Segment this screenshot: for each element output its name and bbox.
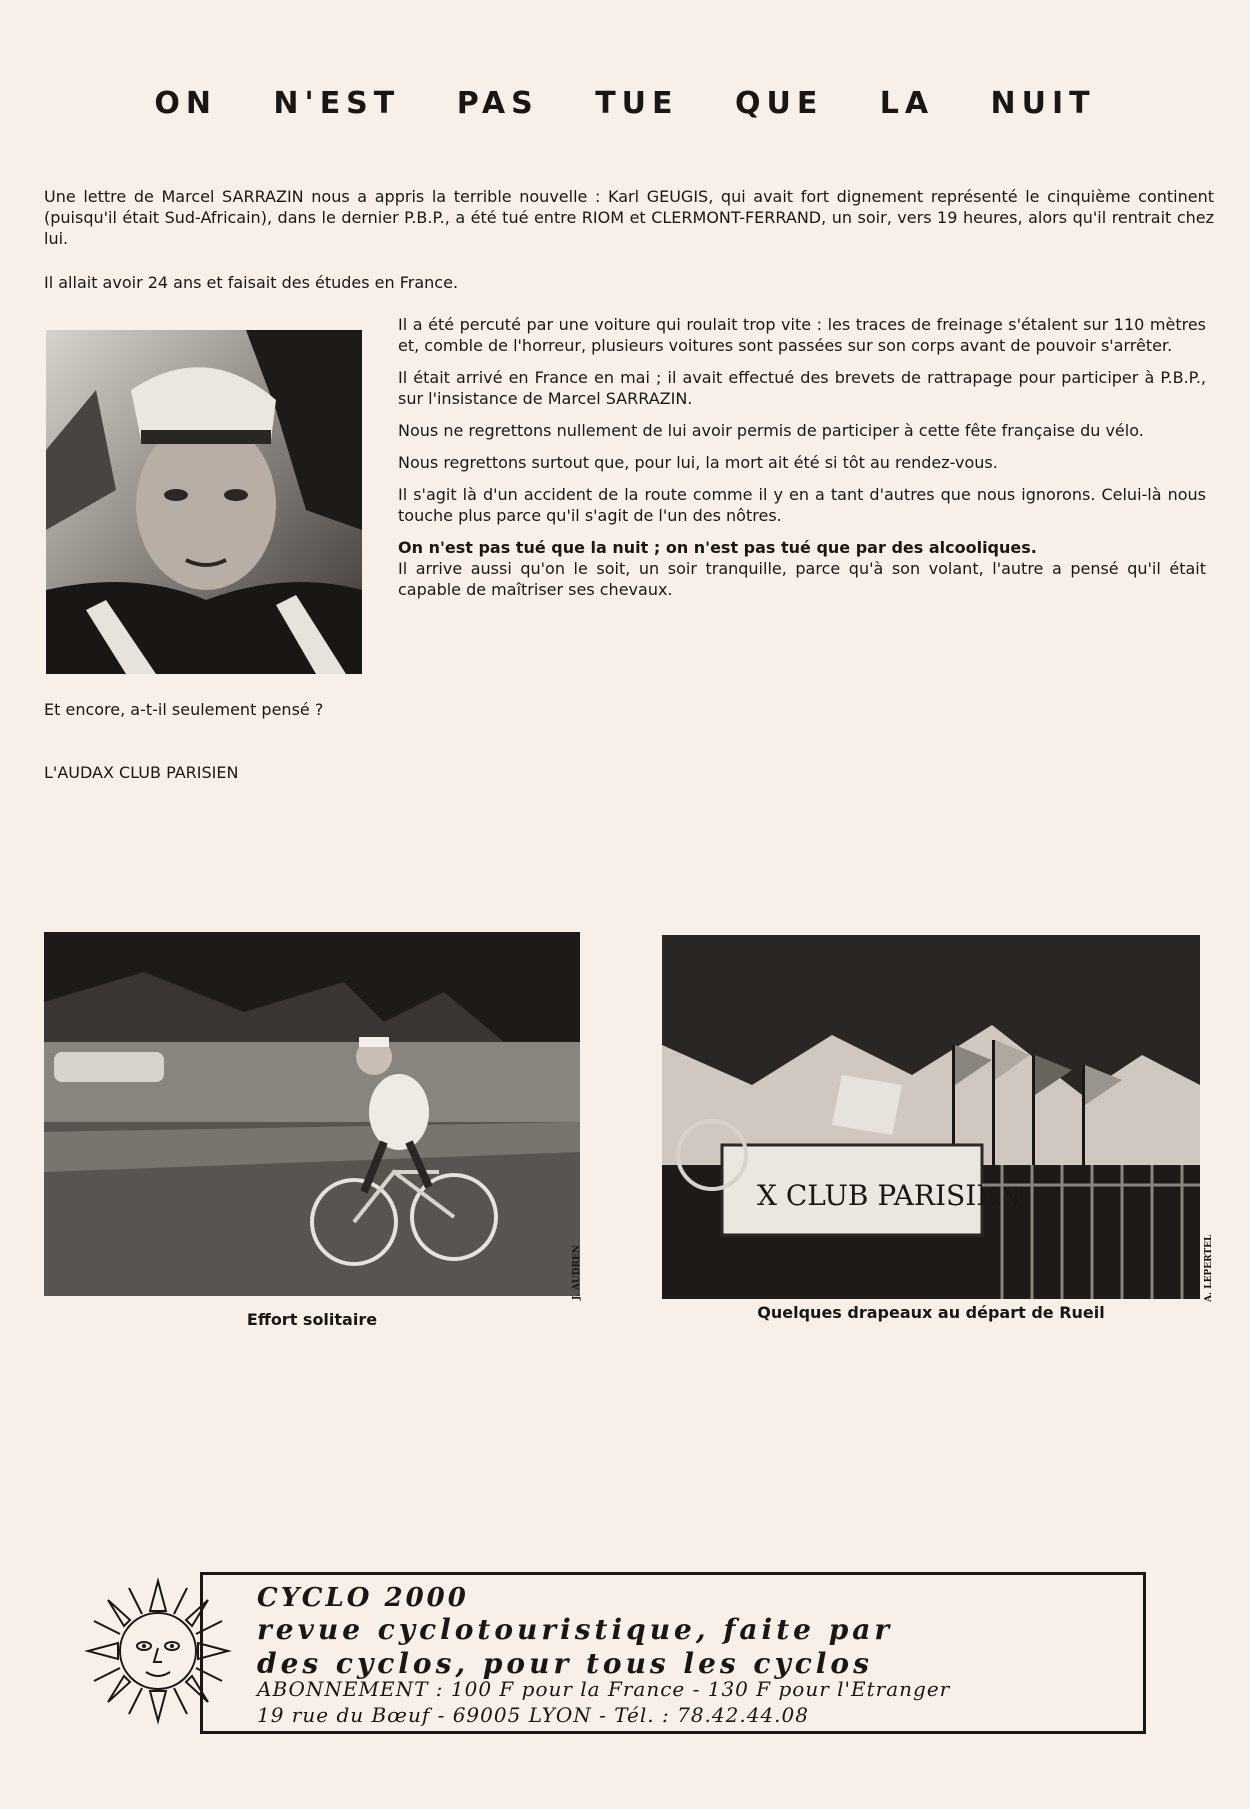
photo-credit-right: A. LEPERTEL [1204,1234,1214,1302]
paragraph: Il était arrivé en France en mai ; il avait effectué des brevets de rattrapage pour participer à P.B.P., sur l'insistance de Marcel SARRAZIN. [398,368,1206,408]
bold-paragraph: On n'est pas tué que la nuit ; on n'est pas tué que par des alcooliques. [398,538,1037,557]
paragraph: Nous ne regrettons nullement de lui avoir permis de participer à cette fête française du vélo. [398,421,1144,440]
ad-subscription: ABONNEMENT : 100 F pour la France - 130 F pour l'Etranger [257,1677,951,1701]
cyclist-photo [44,932,580,1296]
ad-line-2: des cyclos, pour tous les cyclos [257,1647,873,1680]
ad-address: 19 rue du Bœuf - 69005 LYON - Tél. : 78.42.44.08 [257,1703,809,1727]
paragraph: Il arrive aussi qu'on le soit, un soir tranquille, parce qu'à son volant, l'autre a pensé qu'il était capable de maîtriser ses chevaux. [398,559,1206,599]
photo-caption-left: Effort solitaire [246,1310,378,1329]
article-title: ON N'EST PAS TUE QUE LA NUIT [154,86,1096,121]
ad-line-1: revue cyclotouristique, faite par [257,1613,894,1646]
question-line: Et encore, a-t-il seulement pensé ? [44,700,324,719]
article-body [398,314,1206,611]
paragraph: Nous regrettons surtout que, pour lui, la mort ait été si tôt au rendez-vous. [398,453,998,472]
paragraph: Il a été percuté par une voiture qui roulait trop vite : les traces de freinage s'étalent sur 110 mètres et, comble de l'horreur, plusieurs voitures sont passées sur son corps avant de pouvoir s'arrêter. [398,315,1206,355]
age-paragraph: Il allait avoir 24 ans et faisait des études en France. [44,273,459,292]
signature: L'AUDAX CLUB PARISIEN [44,763,239,782]
intro-paragraph: Une lettre de Marcel SARRAZIN nous a appris la terrible nouvelle : Karl GEUGIS, qui avait fort dignement représenté le cinquième continent (puisqu'il était Sud-Africain), dans le dernier P.B.P., a été tué entre RIOM et CLERMONT-FERRAND, un soir, vers 19 heures, alors qu'il rentrait chez lui. [44,187,1214,248]
cyclo-2000-ad [200,1572,1146,1734]
photo-caption-right: Quelques drapeaux au départ de Rueil [757,1303,1105,1322]
flags-photo [662,935,1200,1299]
portrait-photo [46,330,362,674]
photo-credit-left: J. AUDREN [572,1244,582,1300]
paragraph: Il s'agit là d'un accident de la route comme il y en a tant d'autres que nous ignorons. Celui-là nous touche plus parce qu'il s'agit de l'un des nôtres. [398,485,1206,525]
banner-text: X CLUB PARISIEN [757,1179,1022,1212]
ad-title: CYCLO 2000 [257,1583,469,1613]
